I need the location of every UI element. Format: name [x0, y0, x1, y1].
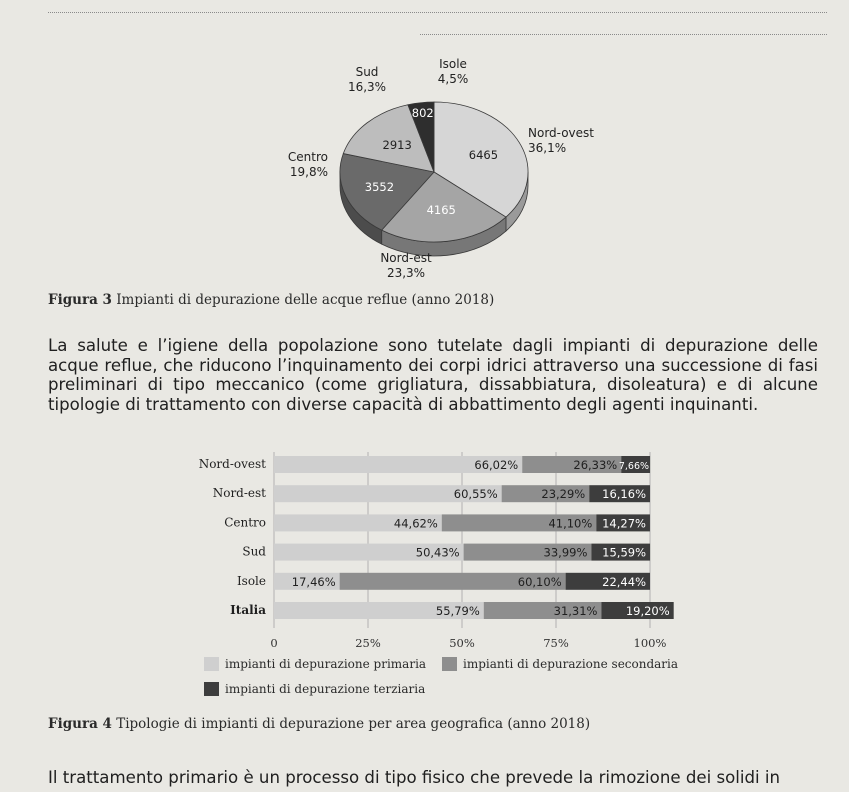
x-tick-label-4: 100%	[633, 636, 667, 650]
legend-swatch-primary	[204, 657, 219, 671]
top-dotted-rule-2	[420, 34, 827, 35]
bar-label-isole-series-2: 22,44%	[602, 574, 646, 589]
body-paragraph-2: Il trattamento primario è un processo di tipo fisico che prevede la rimozione dei solidi in	[48, 768, 781, 787]
category-label-italia: Italia	[230, 603, 266, 617]
pie-label-sud: Sud	[355, 65, 379, 79]
pie-label-isole: Isole	[439, 57, 467, 71]
top-dotted-rule	[48, 12, 827, 13]
pie-label-centro: Centro	[287, 150, 328, 164]
bar-label-nord-ovest-series-0: 66,02%	[474, 458, 519, 472]
category-label-nord-ovest: Nord-ovest	[198, 457, 266, 471]
pie-value-isole: 802	[411, 106, 434, 121]
body-paragraph-1: La salute e l’igiene della popolazione sono tutelate dagli impianti di depurazione delle acque reflue, che riducono l’inquinamento dei corpi idrici attraverso una successione di fasi preliminari di tipo meccanico (come grigliatura, dissabbiatura, disoleatura) e di alcune tipologie di trattamento con diverse capacità di abbattimento degli agenti inquinanti.	[48, 336, 818, 414]
pie-value-centro: 3552	[364, 180, 395, 195]
bar-label-isole-series-1: 60,10%	[517, 574, 562, 589]
category-label-centro: Centro	[224, 515, 266, 530]
pie-percent-sud: 16,3%	[347, 80, 387, 94]
pie-label-nord-ovest: Nord-ovest	[528, 126, 594, 140]
category-label-sud: Sud	[242, 544, 266, 559]
bar-label-nord-est-series-2: 16,16%	[602, 487, 646, 502]
bar-label-isole-series-0: 17,46%	[291, 574, 336, 589]
bar-label-italia-series-1: 31,31%	[553, 604, 598, 618]
legend-swatch-secondary	[442, 657, 457, 671]
pie-label-nord-est: Nord-est	[380, 251, 432, 265]
bar-label-italia-series-0: 55,79%	[435, 604, 480, 618]
stacked-bar-chart	[190, 450, 710, 660]
figure-4-text: Tipologie di impianti di depurazione per area geografica (anno 2018)	[116, 716, 591, 732]
legend-swatch-tertiary	[204, 682, 219, 696]
pie-percent-nord-est: 23,3%	[386, 266, 426, 280]
x-tick-label-2: 50%	[449, 636, 475, 650]
legend-item-secondary	[442, 657, 678, 671]
legend-item-primary	[204, 657, 426, 671]
category-label-isole: Isole	[236, 573, 266, 588]
category-label-nord-est: Nord-est	[212, 486, 266, 501]
bar-label-nord-est-series-0: 60,55%	[453, 487, 498, 502]
pie-percent-centro: 19,8%	[289, 165, 328, 179]
figure-4-caption	[48, 716, 590, 732]
bar-label-sud-series-0: 50,43%	[415, 545, 460, 560]
bar-label-nord-ovest-series-2: 7,66%	[618, 461, 650, 472]
bar-label-centro-series-1: 41,10%	[548, 516, 593, 531]
bar-label-sud-series-1: 33,99%	[543, 545, 588, 560]
figure-4-label: Figura 4	[48, 716, 112, 732]
legend-item-tertiary	[204, 682, 425, 696]
x-tick-label-1: 25%	[355, 636, 381, 650]
bar-label-sud-series-2: 15,59%	[602, 545, 647, 560]
figure-3-text: Impianti di depurazione delle acque reflue (anno 2018)	[116, 292, 495, 308]
pie-chart	[270, 52, 630, 287]
figure-3-caption	[48, 292, 494, 308]
legend-label-primary: impianti di depurazione primaria	[225, 657, 427, 671]
figure-3-label: Figura 3	[48, 292, 112, 308]
bar-label-italia-series-2: 19,20%	[625, 604, 670, 618]
pie-percent-isole: 4,5%	[437, 72, 469, 86]
pie-percent-nord-ovest: 36,1%	[528, 141, 567, 155]
pie-value-sud: 2913	[382, 137, 412, 152]
bar-label-nord-est-series-1: 23,29%	[541, 487, 586, 502]
x-tick-label-3: 75%	[543, 636, 569, 650]
bar-label-centro-series-2: 14,27%	[602, 516, 646, 531]
pie-value-nord-est: 4165	[426, 203, 456, 218]
legend-label-tertiary: impianti di depurazione terziaria	[225, 682, 426, 696]
pie-value-nord-ovest: 6465	[468, 147, 499, 162]
bar-label-centro-series-0: 44,62%	[393, 516, 438, 531]
bar-label-nord-ovest-series-1: 26,33%	[573, 458, 618, 472]
legend-label-secondary: impianti di depurazione secondaria	[463, 657, 679, 671]
x-tick-label-0: 0	[270, 636, 278, 650]
